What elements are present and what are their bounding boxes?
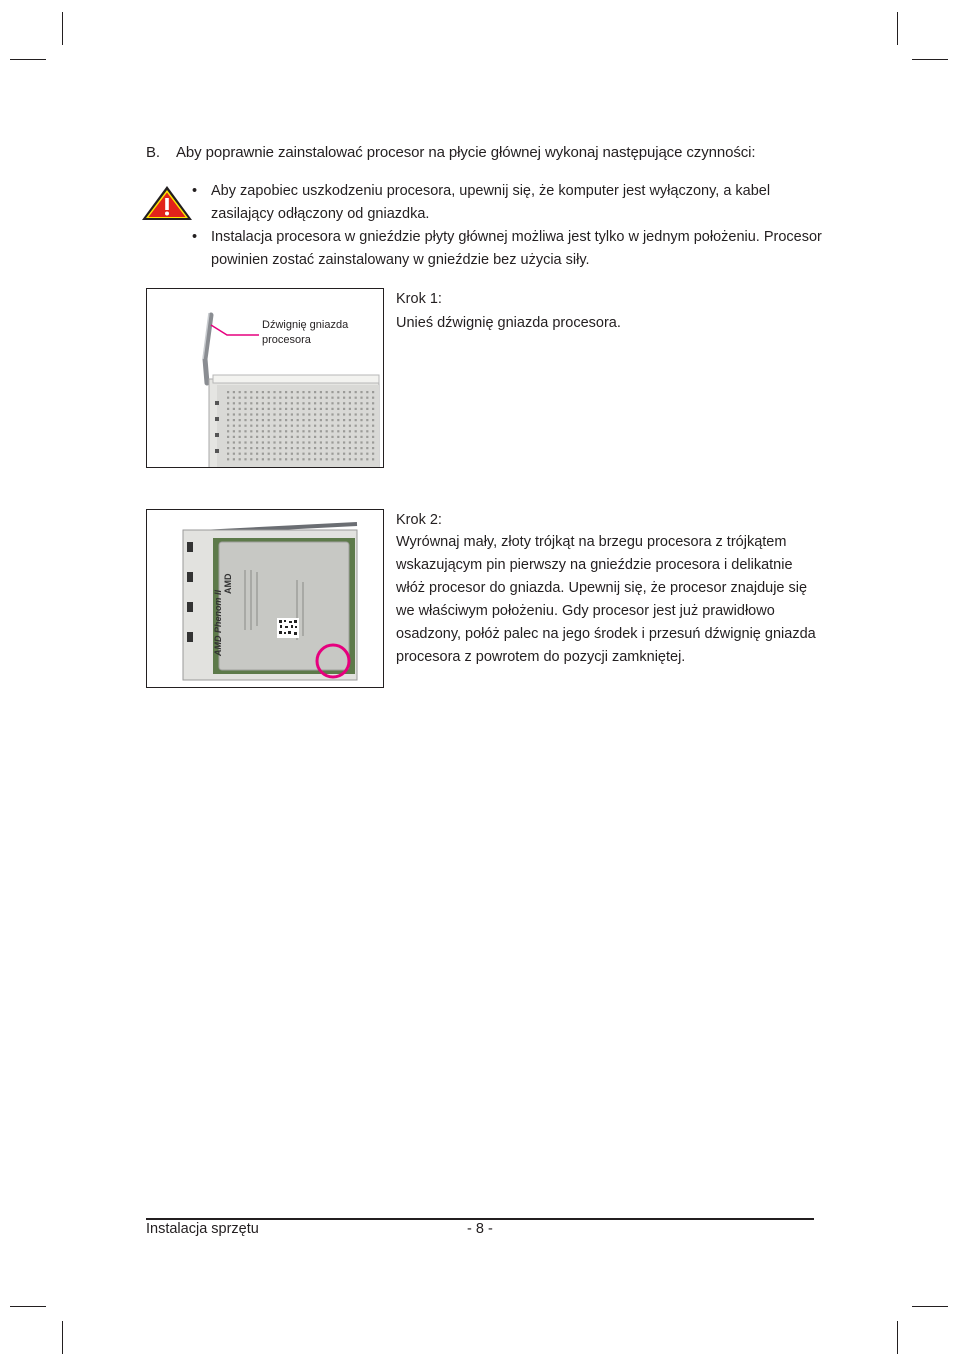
section-heading xyxy=(146,144,755,161)
socket-lever-figure xyxy=(146,288,384,468)
crop-mark xyxy=(912,1306,948,1307)
step2-text: Wyrównaj mały, złoty trójkąt na brzegu procesora z trójkątem wskazującym pin pierwszy na gnieździe procesora i delikatnie włóż procesor do gniazda. Upewnij się, że procesor znajduje się we właściwym położeniu. Gdy procesor jest już prawidłowo osadzony, połóż palec na jego środek i przesuń dźwignię gniazda procesora z powrotem do pozycji zamkniętej. xyxy=(396,534,816,665)
cpu-illustration xyxy=(147,510,383,687)
step2-title: Krok 2: xyxy=(396,512,442,528)
crop-mark xyxy=(10,1306,46,1307)
bullet: • xyxy=(192,229,198,245)
crop-mark xyxy=(897,1321,898,1354)
warning-item-text: Instalacja procesora w gnieździe płyty głównej możliwa jest tylko w jednym położeniu. Procesor powinien zostać zainstalowany w gnieździe bez użycia siły. xyxy=(211,229,822,268)
section-letter: B. xyxy=(146,144,160,161)
step1-text: Unieś dźwignię gniazda procesora. xyxy=(396,315,621,331)
lever-callout-label: Dźwignię gniazda procesora xyxy=(262,319,349,346)
step1-title: Krok 1: xyxy=(396,291,442,307)
callout-line xyxy=(147,289,383,467)
warning-item-text: Aby zapobiec uszkodzeniu procesora, upewnij się, że komputer jest wyłączony, a kabel zasilający odłączony od gniazdka. xyxy=(211,183,771,222)
cpu-brand-text: AMD xyxy=(223,573,233,594)
bullet: • xyxy=(192,183,198,199)
warning-item xyxy=(192,226,832,272)
crop-mark xyxy=(912,59,948,60)
crop-mark xyxy=(10,59,46,60)
footer-section-name: Instalacja sprzętu xyxy=(146,1221,259,1237)
footer-rule xyxy=(146,1218,814,1220)
footer-page-number: - 8 - xyxy=(467,1221,493,1237)
cpu-socket-figure xyxy=(146,509,384,688)
section-heading-text: Aby poprawnie zainstalować procesor na płycie głównej wykonaj następujące czynności: xyxy=(176,144,756,161)
crop-mark xyxy=(62,1321,63,1354)
warning-triangle-icon xyxy=(139,184,195,222)
warning-item xyxy=(192,180,832,226)
crop-mark xyxy=(62,12,63,45)
crop-mark xyxy=(897,12,898,45)
cpu-model-text: AMD Phenom II xyxy=(213,589,223,656)
warning-list xyxy=(192,180,832,272)
